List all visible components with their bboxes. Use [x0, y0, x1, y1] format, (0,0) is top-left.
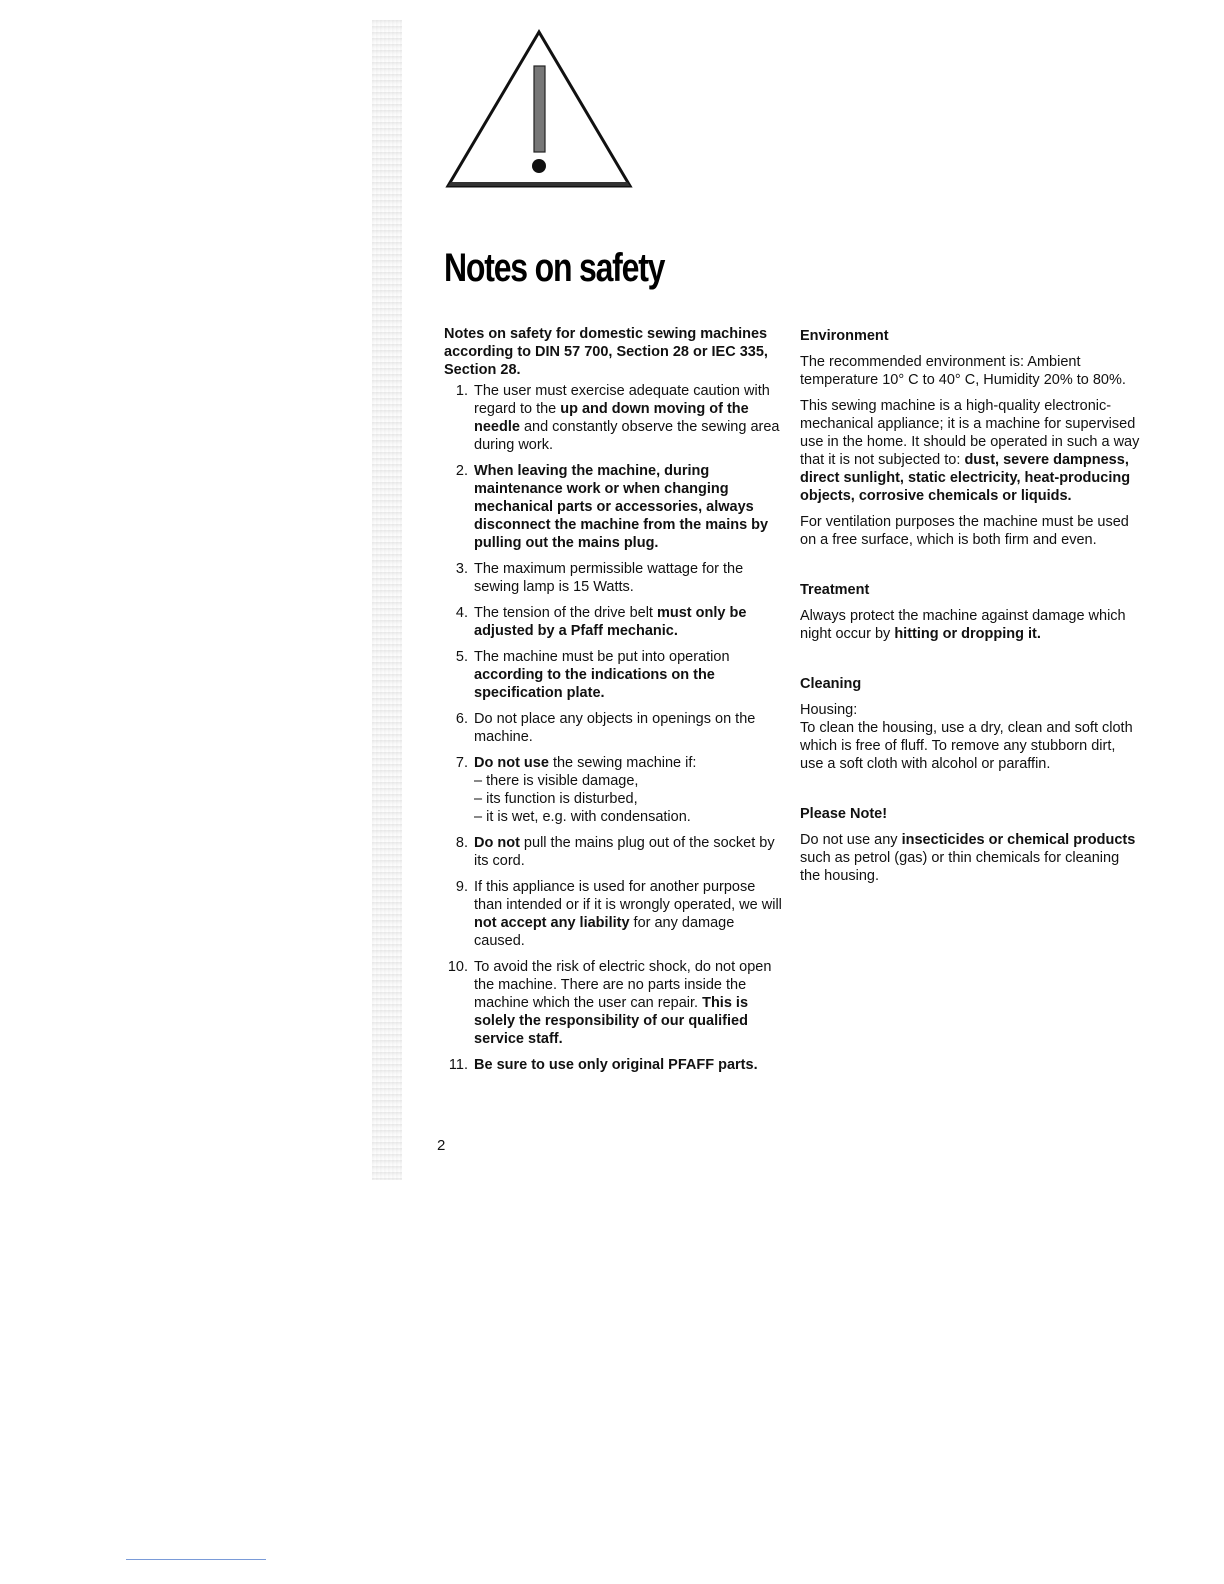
list-item-text: Do not place any objects in openings on the machine.: [474, 711, 756, 745]
list-item: [444, 604, 784, 640]
environment-paragraph: This sewing machine is a high-quality electronic-mechanical appliance; it is a machine for supervised use in the home. It should be operated in such a way that it is not subjected to: dust, severe dampness, direct sunlight, static electricity, heat-producing objects, corrosive chemicals or liquids.: [800, 398, 1140, 504]
environment-paragraph: For ventilation purposes the machine must be used on a free surface, which is both firm and even.: [800, 514, 1129, 548]
list-item-number: 9.: [455, 879, 468, 895]
list-item: [444, 382, 784, 454]
condition-line: – it is wet, e.g. with condensation.: [474, 809, 691, 825]
list-item-number: 10.: [447, 959, 468, 975]
environment-paragraph: The recommended environment is: Ambient temperature 10° C to 40° C, Humidity 20% to 80%.: [800, 354, 1126, 388]
list-item-number: 1.: [455, 383, 468, 399]
footer-rule: [126, 1559, 266, 1560]
list-item-number: 2.: [455, 463, 468, 479]
cleaning-paragraph: To clean the housing, use a dry, clean and soft cloth which is free of fluff. To remove any stubborn dirt, use a soft cloth with alcohol or paraffin.: [800, 720, 1133, 772]
list-item: [444, 834, 784, 870]
list-item: [444, 560, 784, 596]
treatment-heading: Treatment: [800, 582, 870, 598]
cleaning-subheading: Housing:: [800, 702, 858, 718]
list-item: [444, 710, 784, 746]
note-heading: Please Note!: [800, 806, 888, 822]
list-item-text: If this appliance is used for another purpose than intended or if it is wrongly operated, we will not accept any liability for any damage caused.: [474, 879, 782, 949]
list-item-text: Be sure to use only original PFAFF parts.: [474, 1057, 758, 1073]
list-item-text: The tension of the drive belt must only be adjusted by a Pfaff mechanic.: [474, 605, 747, 639]
left-column: [444, 325, 784, 1082]
list-item-number: 11.: [448, 1057, 468, 1073]
cleaning-heading: Cleaning: [800, 676, 862, 692]
list-item: [444, 1056, 784, 1074]
list-item-text: When leaving the machine, during maintenance work or when changing mechanical parts or accessories, always disconnect the machine from the mains by pulling out the mains plug.: [474, 463, 769, 551]
right-column: [800, 327, 1140, 893]
condition-line: – its function is disturbed,: [474, 791, 638, 807]
list-item: [444, 878, 784, 950]
list-item-number: 8.: [455, 835, 468, 851]
treatment-paragraph: Always protect the machine against damage which night occur by hitting or dropping it.: [800, 608, 1126, 642]
list-item-number: 6.: [455, 711, 468, 727]
list-item: [444, 958, 784, 1048]
list-item-text: The machine must be put into operation according to the indications on the specification plate.: [474, 649, 730, 701]
environment-heading: Environment: [800, 328, 889, 344]
list-item-number: 3.: [455, 561, 468, 577]
list-item-number: 4.: [455, 605, 468, 621]
list-item-text: To avoid the risk of electric shock, do not open the machine. There are no parts inside the machine which the user can repair. This is solely the responsibility of our qualified service staff.: [474, 959, 772, 1047]
list-item: [444, 462, 784, 552]
intro-paragraph: Notes on safety for domestic sewing machines according to DIN 57 700, Section 28 or IEC 335, Section 28.: [444, 326, 768, 378]
list-item: [444, 754, 784, 826]
list-item-text: Do not pull the mains plug out of the socket by its cord.: [474, 835, 775, 869]
page-number: 2: [437, 1137, 446, 1154]
list-item: [444, 648, 784, 702]
condition-line: – there is visible damage,: [474, 773, 639, 789]
list-item-number: 5.: [455, 649, 468, 665]
warning-triangle-icon: [444, 28, 634, 190]
safety-rules-list: [444, 382, 784, 1074]
list-item-text: Do not use the sewing machine if:: [474, 755, 697, 771]
note-paragraph: Do not use any insecticides or chemical products such as petrol (gas) or thin chemicals for cleaning the housing.: [800, 832, 1136, 884]
page-title: Notes on safety: [444, 246, 665, 290]
list-item-number: 7.: [455, 755, 468, 771]
list-item-text: The maximum permissible wattage for the sewing lamp is 15 Watts.: [474, 561, 744, 595]
list-item-text: The user must exercise adequate caution with regard to the up and down moving of the needle and constantly observe the sewing area during work.: [474, 383, 780, 453]
scan-binding-edge: [372, 20, 402, 1180]
